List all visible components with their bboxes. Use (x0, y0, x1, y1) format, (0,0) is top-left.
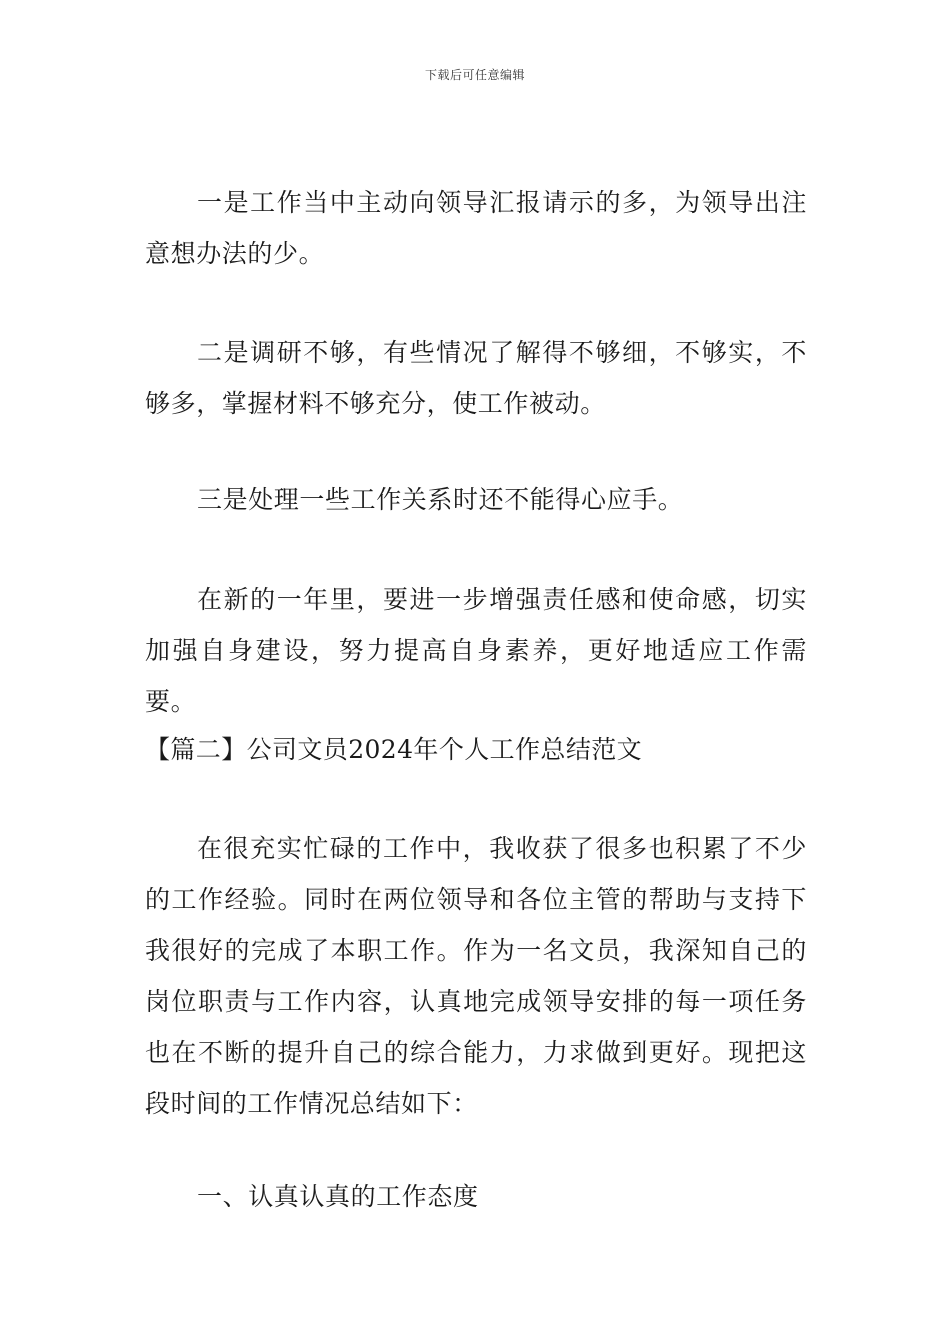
subheading: 一、认真认真的工作态度 (197, 1182, 479, 1211)
page-header-note: 下载后可任意编辑 (424, 68, 525, 82)
paragraph-4: 在新的一年里，要进一步增强责任感和使命感，切实加强自身建设，努力提高自身素养，更好地适应工作需要。 (145, 585, 807, 716)
paragraph-3: 三是处理一些工作关系时还不能得心应手。 (197, 485, 684, 514)
intro-paragraph: 在很充实忙碌的工作中，我收获了很多也积累了不少的工作经验。同时在两位领导和各位主管的帮助与支持下我很好的完成了本职工作。作为一名文员，我深知自己的岗位职责与工作内容，认真地完成领导安排的每一项任务也在不断的提升自己的综合能力，力求做到更好。现把这段时间的工作情况总结如下： (145, 834, 807, 1118)
paragraph-2: 二是调研不够，有些情况了解得不够细，不够实，不够多，掌握材料不够充分，使工作被动。 (145, 338, 807, 418)
section-title: 【篇二】公司文员2024年个人工作总结范文 (145, 735, 643, 764)
paragraph-1: 一是工作当中主动向领导汇报请示的多，为领导出注意想办法的少。 (145, 188, 807, 268)
